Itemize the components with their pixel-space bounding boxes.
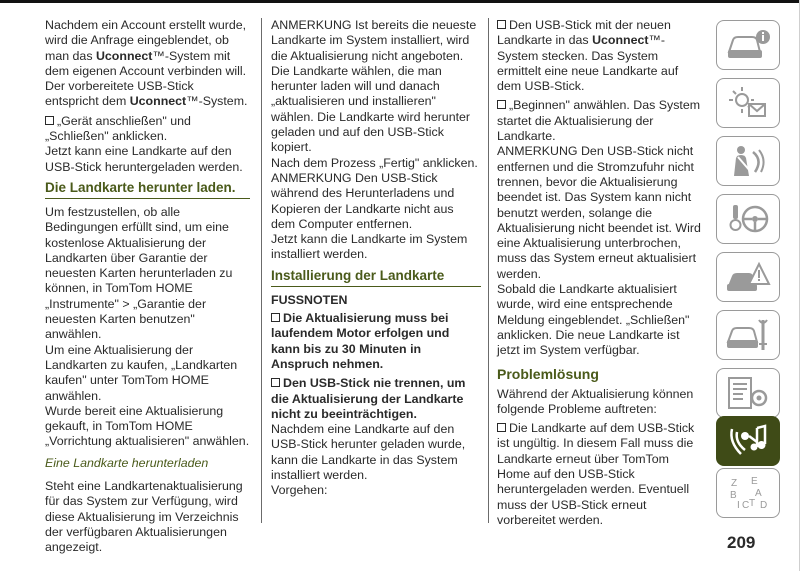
paragraph: Um festzustellen, ob alle Bedingungen erfüllt sind, um eine kostenlose Aktualisierung der Landkarten über Garantie der neuesten Karten herunterladen zu können, in TomTom HOME „Instrumente" > „Garantie der neuesten Karten benutzen" anwählen. bbox=[45, 204, 233, 342]
index-letter: A bbox=[755, 488, 762, 499]
tab-safety[interactable] bbox=[716, 136, 780, 186]
footnotes-title: FUSSNOTEN bbox=[271, 292, 348, 307]
paragraph: Nachdem ein Account erstellt wurde, wird die Anfrage eingeblendet, ob man das Uconnect™-System mit dem eigenen Account verbinden will. Der vorbereitete USB-Stick entspricht dem Uconnect™-System. bbox=[45, 18, 248, 109]
dashboard-lights-icon bbox=[725, 84, 771, 122]
paragraph: Jetzt kann eine Landkarte auf den USB-Stick heruntergeladen werden. bbox=[45, 144, 243, 174]
checkbox-paragraph: Die Landkarte auf dem USB-Stick ist ungültig. In diesem Fall muss die Landkarte erneut über TomTom Home auf den USB-Stick heruntergeladen werden. Eventuell muss der USB-Stick erneut vorbereitet werden. bbox=[497, 421, 695, 527]
subheading: Eine Landkarte herunterladen bbox=[45, 455, 209, 470]
tab-maintenance[interactable] bbox=[716, 310, 780, 360]
section-heading: Problemlösung bbox=[497, 365, 599, 382]
technical-data-icon bbox=[725, 374, 771, 412]
column-3 bbox=[497, 18, 703, 532]
column-1 bbox=[45, 18, 250, 560]
checkbox-paragraph: „Beginnen" anwählen. Das System startet die Aktualisierung der Landkarte. bbox=[497, 98, 701, 144]
paragraph: Jetzt kann die Landkarte im System installiert werden. bbox=[271, 232, 468, 262]
paragraph: Steht eine Landkartenaktualisierung für das System zur Verfügung, wird diese Aktualisierung im Verzeichnis der verfügbaren Aktualisierungen angezeigt. bbox=[45, 479, 243, 555]
safety-seat-icon bbox=[725, 142, 771, 180]
checkbox-icon bbox=[271, 313, 280, 322]
paragraph: Nachdem eine Landkarte auf den USB-Stick herunter geladen wurde, kann die Landkarte in das System installiert werden. bbox=[271, 422, 466, 483]
tab-starting-driving[interactable] bbox=[716, 194, 780, 244]
paragraph: Um eine Aktualisierung der Landkarten zu kaufen, „Landkarten kaufen" unter TomTom HOME anwählen. bbox=[45, 342, 238, 403]
checkbox-icon bbox=[497, 20, 506, 29]
paragraph: ANMERKUNG Ist bereits die neueste Landkarte im System installiert, wird die Aktualisierung nicht angeboten. bbox=[271, 18, 477, 63]
column-2 bbox=[271, 18, 481, 503]
checkbox-paragraph: Den USB-Stick mit der neuen Landkarte in das Uconnect™-System stecken. Das System ermittelt eine neue Landkarte auf dem USB-Stick. bbox=[497, 18, 679, 94]
page-number: 209 bbox=[727, 533, 756, 552]
paragraph: Vorgehen: bbox=[271, 483, 328, 498]
paragraph: Die Landkarte wählen, die man herunter laden will und danach „aktualisieren und installieren" wählen. Die Landkarte wird herunter geladen und auf den USB-Stick kopiert. bbox=[271, 63, 471, 155]
index-letter: D bbox=[760, 500, 768, 511]
tab-dashboard-lights[interactable] bbox=[716, 78, 780, 128]
column-divider bbox=[261, 18, 262, 523]
car-info-icon bbox=[725, 26, 771, 64]
index-letter: E bbox=[751, 476, 758, 487]
paragraph: ANMERKUNG Den USB-Stick nicht entfernen und die Stromzufuhr nicht trennen, bevor die Aktualisierung beendet ist. Das System kann nicht benutzt werden, solange die Aktualisierung nicht beendet ist. Wird eine Aktualisierung unterbrochen, muss das System erneut aktualisiert werden. bbox=[497, 144, 701, 281]
footnote: Den USB-Stick nie trennen, um die Aktualisierung der Landkarte nicht zu beeinträchtigen. bbox=[271, 376, 466, 421]
tab-emergency[interactable] bbox=[716, 252, 780, 302]
paragraph: Während der Aktualisierung können folgende Probleme auftreten: bbox=[497, 386, 694, 416]
tab-multimedia[interactable] bbox=[716, 416, 780, 466]
top-bar bbox=[0, 0, 800, 3]
index-letter: C bbox=[742, 500, 750, 511]
index-letter: B bbox=[730, 490, 737, 501]
tab-technical-data[interactable] bbox=[716, 368, 780, 418]
index-letter: I bbox=[737, 500, 740, 511]
multimedia-icon bbox=[725, 422, 771, 460]
car-tools-icon bbox=[725, 316, 771, 354]
paragraph: Sobald die Landkarte aktualisiert wurde, wird eine entsprechende Meldung eingeblendet. „Schließen" anklicken. Die neue Landkarte ist jetzt im System verfügbar. bbox=[497, 282, 690, 358]
paragraph: ANMERKUNG Den USB-Stick während des Herunterladens und Kopieren der Landkarte nicht aus dem Computer entfernen. bbox=[271, 170, 455, 231]
column-divider bbox=[488, 18, 489, 523]
checkbox-icon bbox=[45, 116, 54, 125]
key-steering-icon bbox=[725, 200, 771, 238]
warning-triangle-icon bbox=[725, 258, 771, 296]
tab-alphabetical-index[interactable] bbox=[716, 468, 780, 518]
section-heading: Die Landkarte herunter laden. bbox=[45, 181, 250, 199]
section-heading: Installierung der Landkarte bbox=[271, 269, 481, 287]
tab-car-info[interactable] bbox=[716, 20, 780, 70]
alphabetical-index-icon bbox=[725, 474, 771, 512]
checkbox-icon bbox=[271, 378, 280, 387]
checkbox-paragraph: „Gerät anschließen" und „Schließen" anklicken. bbox=[45, 113, 191, 144]
index-letter: T bbox=[749, 498, 756, 509]
paragraph: Wurde bereit eine Aktualisierung gekauft, in TomTom HOME „Vorrichtung aktualisieren" anwählen. bbox=[45, 403, 250, 449]
checkbox-icon bbox=[497, 100, 506, 109]
checkbox-icon bbox=[497, 423, 506, 432]
footnote: Die Aktualisierung muss bei laufendem Motor erfolgen und kann bis zu 30 Minuten in Anspruch nehmen. bbox=[271, 311, 450, 371]
index-letter: Z bbox=[731, 478, 738, 489]
paragraph: Nach dem Prozess „Fertig" anklicken. bbox=[271, 155, 478, 170]
